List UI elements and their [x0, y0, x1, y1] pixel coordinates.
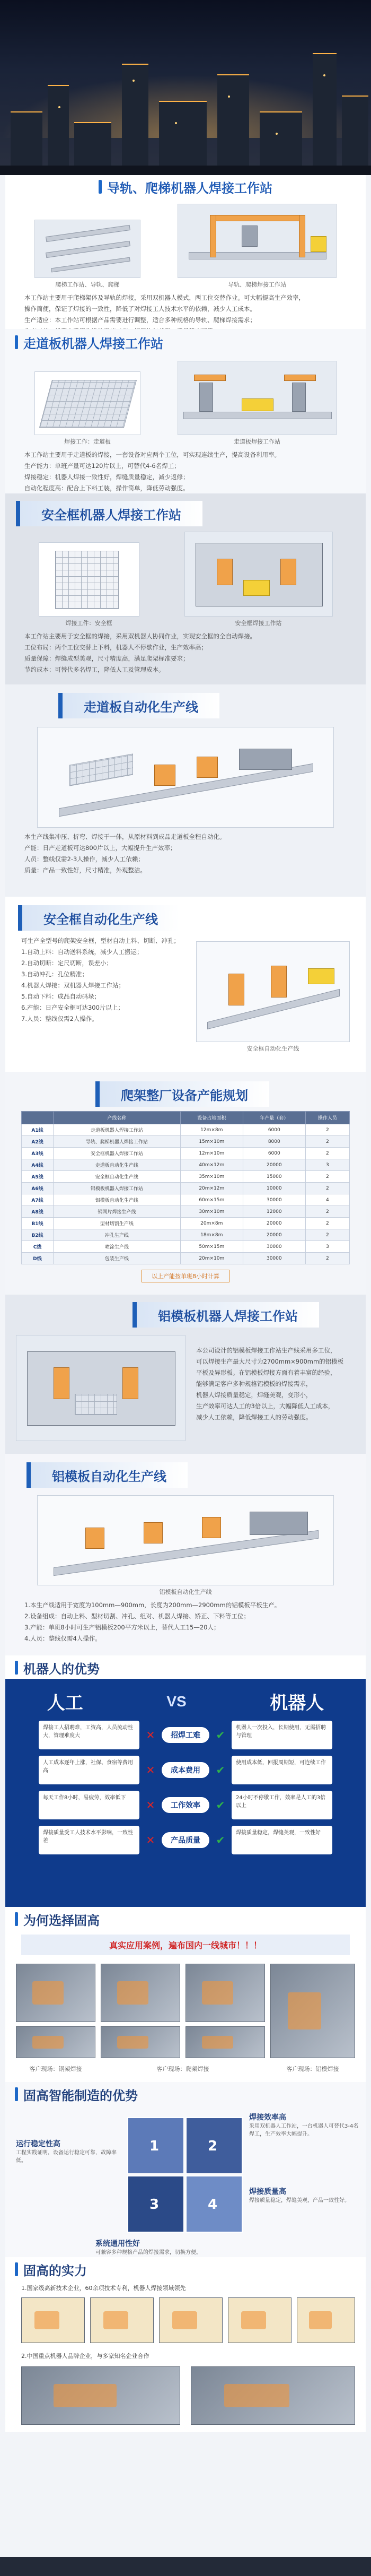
safety-frame-line-image [196, 941, 350, 1042]
robot-vs-human-panel [5, 1679, 366, 1907]
table-cell: 30m×10m [180, 1206, 243, 1218]
table-cell: 喷涂生产线 [54, 1241, 181, 1253]
table-cell: 2 [305, 1183, 349, 1194]
certificate-image [90, 2297, 154, 2343]
section-description: 本工作站主要用于安全框的焊接，采用双机器人协同作业，实现安全框的全自动焊接。 工位布局：两个工位交替上下料，机器人不停歇作业，生产效率高； 质量保障：焊缝成型美观，尺寸精度高，满足爬架标准要求； 节约成本：可替代多名焊工，降低人工及管理成本。 [24, 632, 256, 673]
section-description: 本生产线集冲压、折弯、焊接于一体，从原材料到成品走道板全程自动化。 产能：日产走道板可达800片以上，大幅提升生产效率； 人员：整线仅需2-3人操作，减少人工依赖； 质量：产品一致性好，尺寸精准，外观整洁。 [24, 833, 226, 874]
table-cell: 4 [305, 1194, 349, 1206]
capacity-table [21, 1111, 350, 1264]
table-cell: 20000 [243, 1159, 305, 1171]
vs-label: VS [166, 1693, 187, 1710]
case-photo [101, 1964, 180, 2022]
table-cell: 20000 [243, 1229, 305, 1241]
check-icon: ✔ [216, 1729, 225, 1741]
table-cell: A3线 [22, 1148, 54, 1159]
section-aluminum-line [5, 1454, 366, 1655]
check-icon: ✔ [216, 1834, 225, 1846]
table-cell: 安全框机器人焊接工作站 [54, 1148, 181, 1159]
table-row [22, 1183, 350, 1194]
aluminum-station-image [16, 1335, 186, 1441]
table-cell: 20m×10m [180, 1253, 243, 1264]
table-cell: 12m×10m [180, 1148, 243, 1159]
aluminum-line-image [37, 1495, 334, 1585]
column-header: 产线名称 [54, 1112, 181, 1124]
column-header: 设备占地面积 [180, 1112, 243, 1124]
section-aluminum-station [5, 1295, 366, 1454]
robot-point: 机器人一次投入，长期使用，无需招聘与管理 [232, 1721, 332, 1749]
table-row [22, 1206, 350, 1218]
table-cell: 12000 [243, 1206, 305, 1218]
table-cell: C线 [22, 1241, 54, 1253]
case-photo [16, 1964, 95, 2022]
comparison-badge: 产品质量 [162, 1832, 209, 1848]
table-row [22, 1229, 350, 1241]
image-caption: 爬梯工作站、导轨、爬梯 [55, 281, 120, 288]
case-photo [270, 1964, 355, 2058]
table-row [22, 1159, 350, 1171]
table-cell: 10000 [243, 1183, 305, 1194]
table-cell: 2 [305, 1136, 349, 1148]
robot-point: 24小时不停歇工作，效率是人工的3倍以上 [232, 1791, 332, 1819]
hero-night-city-image [0, 0, 371, 175]
column-header: 年产量（套） [243, 1112, 305, 1124]
table-cell: 15m×10m [180, 1136, 243, 1148]
table-cell: A5线 [22, 1171, 54, 1183]
certificate-image [159, 2297, 223, 2343]
case-photo [101, 2026, 180, 2058]
table-cell: D线 [22, 1253, 54, 1264]
table-cell: 2 [305, 1206, 349, 1218]
section-description: 本工作站主要用于走道板的焊接，一套设备对应两个工位，可实现连续生产，提高设备利用率。 生产能力：单班产量可达120片以上，可替代4-6名焊工； 焊接稳定：机器人焊接一致性好，焊缝质量稳定，减少返修； 自动化程度高：配合上下料工装，操作简单，降低劳动强度。 [24, 451, 280, 492]
table-cell: 30000 [243, 1241, 305, 1253]
table-cell: 3 [305, 1159, 349, 1171]
section-description: 本公司设计的铝模板焊接工作站生产线采用多工位， 可以焊接生产最大尺寸为2700mm×900mm的铝模板 平板及异形板。在铝模板焊接方面有着丰富的经验， 能够满足客户多种规格铝模板的焊接需求， 机器人焊接质量稳定，焊缝美观，变形小， 生产效率可达人工的3倍以上，大幅降低人工成本， 减少人工依赖，降低焊接工人的劳动强度。 [196, 1347, 344, 1421]
table-cell: 2 [305, 1124, 349, 1136]
table-cell: 铝模板机器人焊接工作站 [54, 1183, 181, 1194]
image-caption: 安全框自动化生产线 [246, 1045, 299, 1052]
table-cell: 导轨、爬梯机器人焊接工作站 [54, 1136, 181, 1148]
robot-heading: 机器人 [270, 1693, 324, 1713]
section-title: 铝模板自动化生产线 [52, 1469, 166, 1484]
company-photo [21, 2366, 180, 2425]
image-caption: 铝模板自动化生产线 [159, 1589, 212, 1595]
table-row [22, 1136, 350, 1148]
table-cell: 6000 [243, 1124, 305, 1136]
section-strength [5, 2257, 366, 2432]
table-cell: A8线 [22, 1206, 54, 1218]
human-heading: 人工 [47, 1693, 83, 1713]
footer-band [0, 2557, 371, 2576]
case-photo [16, 2026, 95, 2058]
check-icon: ✔ [216, 1764, 225, 1776]
image-caption: 走道板焊接工作站 [234, 438, 280, 445]
section-advantages [5, 2082, 366, 2257]
table-cell: 安全框自动化生产线 [54, 1171, 181, 1183]
cross-icon: ✕ [146, 1764, 155, 1776]
table-cell: 50m×15m [180, 1241, 243, 1253]
comparison-badge: 招焊工难 [162, 1727, 209, 1743]
human-point: 每天工作8小时，易疲劳，效率低下 [39, 1791, 139, 1819]
table-cell: 35m×10m [180, 1171, 243, 1183]
image-caption: 客户现场：爬架焊接 [156, 2066, 209, 2072]
table-cell: 20000 [243, 1218, 305, 1229]
column-header: 操作人员 [305, 1112, 349, 1124]
certificate-image [228, 2297, 292, 2343]
capacity-note: 以上产能按单班8小时计算 [142, 1270, 229, 1282]
case-banner: 真实应用案例，遍布国内一线城市！！！ [109, 1940, 262, 1950]
table-cell: 30000 [243, 1194, 305, 1206]
advantage-item: 系统通用性好 可兼容多种规格产品的焊接需求，切换方便。 [95, 2240, 201, 2256]
advantage-item: 运行稳定性高 工程实践证明，设备运行稳定可靠，故障率低。 [16, 2140, 117, 2164]
section-title: 固高的实力 [23, 2263, 87, 2278]
table-row [22, 1241, 350, 1253]
table-cell: A6线 [22, 1183, 54, 1194]
table-row [22, 1253, 350, 1264]
image-caption: 安全框焊接工作站 [235, 620, 282, 627]
table-row [22, 1171, 350, 1183]
robot-point: 使用成本低，回报周期短，可连续工作 [232, 1756, 332, 1784]
comparison-badge: 工作效率 [162, 1797, 209, 1813]
table-cell: 8000 [243, 1136, 305, 1148]
section-rail-ladder-station [5, 175, 366, 329]
table-cell: 15000 [243, 1171, 305, 1183]
table-cell: 60m×15m [180, 1194, 243, 1206]
building-silhouette [159, 101, 207, 175]
table-cell: 6000 [243, 1148, 305, 1159]
section-description: 可生产全型号的爬架安全框，型材自动上料、切断、冲孔； 1.自动上料：自动送料系统，减少人工搬运； 2.自动切断：定尺切断，误差小； 3.自动冲孔：孔位精准； 4.机器人焊接：双机器人焊接工作站； 5.自动下料：成品自动码垛； 6.产能：日产安全框可达300片以上； 7.人员：整线仅需2人操作。 [21, 937, 180, 1022]
check-icon: ✔ [216, 1799, 225, 1811]
building-silhouette [217, 74, 249, 175]
section-title: 爬架整厂设备产能规划 [121, 1088, 248, 1103]
safety-frame-part-image [39, 542, 139, 617]
image-caption: 客户现场：钢架焊接 [29, 2066, 82, 2072]
section-title: 安全框自动化生产线 [43, 912, 158, 927]
table-cell: 走道板机器人焊接工作站 [54, 1124, 181, 1136]
section-title: 机器人的优势 [23, 1662, 100, 1677]
section-safety-frame-station [5, 493, 366, 684]
section-title: 走道板机器人焊接工作站 [23, 336, 163, 351]
comparison-row [5, 1826, 366, 1854]
welding-station-image [178, 204, 337, 278]
welding-station-image [184, 532, 333, 617]
table-cell: 40m×12m [180, 1159, 243, 1171]
image-caption: 导轨、爬梯焊接工作站 [228, 281, 286, 288]
table-cell: A1线 [22, 1124, 54, 1136]
rail-ladder-part-image [34, 220, 140, 278]
table-cell: 走道板自动化生产线 [54, 1159, 181, 1171]
building-silhouette [342, 96, 368, 175]
image-caption: 焊接工作：走道板 [64, 438, 111, 445]
comparison-badge: 成本费用 [162, 1762, 209, 1778]
table-cell: 包装生产线 [54, 1253, 181, 1264]
table-cell: A7线 [22, 1194, 54, 1206]
image-caption: 焊接工件：安全框 [65, 620, 112, 627]
comparison-row [5, 1721, 366, 1749]
section-description: 本工作站主要用于爬梯架体及导轨的焊接，采用双机器人模式，两工位交替作业。可大幅提高生产效率， 操作简便，保证了焊接的一致性，降低了对焊接工人技术水平的依赖，减少人工成本。 生产适应：本工作站可根据产品需要进行调整，适合多种规格的导轨、爬梯焊接需求； [24, 294, 305, 324]
image-caption: 客户现场：铝模焊接 [286, 2066, 339, 2072]
building-silhouette [122, 64, 148, 175]
section-description: 1.本生产线适用于宽度为100mm—900mm，长度为200mm—2900mm的铝模板平板生产。 2.设备组成：自动上料、型材切割、冲孔、组对、机器人焊接、矫正、下料等工位； 3.产能：单班8小时可生产铝模板200平方米以上，替代人工15—20人； 4.人员：整线仅需4人操作。 [24, 1601, 281, 1642]
advantage-item: 焊接质量高 焊接质量稳定，焊缝美观，产品一致性好。 [249, 2188, 350, 2204]
section-why-choose [5, 1907, 366, 2082]
section-safety-frame-line [5, 897, 366, 1072]
table-cell: 2 [305, 1229, 349, 1241]
welding-station-image [178, 361, 337, 435]
section-title: 安全框机器人焊接工作站 [41, 508, 181, 523]
table-row [22, 1194, 350, 1206]
building-silhouette [313, 53, 337, 175]
strength-point: 2.中国重点机器人品牌企业，与多家知名企业合作 [21, 2353, 149, 2360]
table-cell: 2 [305, 1171, 349, 1183]
comparison-row [5, 1791, 366, 1819]
human-point: 焊接质量受工人技术水平影响，一致性差 [39, 1826, 139, 1854]
comparison-row [5, 1756, 366, 1784]
section-walkway-station [5, 329, 366, 493]
section-title: 铝模板机器人焊接工作站 [158, 1309, 298, 1324]
table-cell: A2线 [22, 1136, 54, 1148]
table-cell: 型材切割生产线 [54, 1218, 181, 1229]
robot-point: 焊接质量稳定，焊缝美观，一致性好 [232, 1826, 332, 1854]
company-photo [191, 2366, 355, 2425]
cross-icon: ✕ [146, 1799, 155, 1811]
human-point: 焊接工人招聘难，工资高，人员流动性大，管理难度大 [39, 1721, 139, 1749]
section-capacity-plan [5, 1072, 366, 1295]
certificate-image [21, 2297, 85, 2343]
table-row [22, 1218, 350, 1229]
walkway-line-image [37, 727, 334, 828]
table-cell: 钢网片焊接生产线 [54, 1206, 181, 1218]
cross-icon: ✕ [146, 1729, 155, 1741]
table-row [22, 1148, 350, 1159]
section-title: 走道板自动化生产线 [84, 700, 198, 715]
table-cell: B1线 [22, 1218, 54, 1229]
strength-point: 1.国家级高新技术企业，60余项技术专利，机器人焊接领域领先 [21, 2285, 186, 2292]
building-silhouette [48, 85, 69, 175]
section-title: 为何选择固高 [23, 1913, 100, 1928]
table-row [22, 1124, 350, 1136]
table-cell: 12m×8m [180, 1124, 243, 1136]
case-photo [186, 1964, 265, 2022]
section-title: 导轨、爬梯机器人焊接工作站 [107, 181, 272, 196]
table-header-row [22, 1112, 350, 1124]
human-point: 人工成本逐年上涨，社保、食宿等费用高 [39, 1756, 139, 1784]
table-cell: 18m×8m [180, 1229, 243, 1241]
certificate-image [297, 2297, 355, 2343]
table-cell: 3 [305, 1241, 349, 1253]
section-walkway-line [5, 684, 366, 897]
table-cell: 30000 [243, 1253, 305, 1264]
table-cell: A4线 [22, 1159, 54, 1171]
table-cell: 冲孔生产线 [54, 1229, 181, 1241]
table-cell: 2 [305, 1253, 349, 1264]
advantage-puzzle: 1 2 3 4 [127, 2117, 244, 2234]
section-title: 固高智能制造的优势 [23, 2088, 138, 2103]
table-cell: 铝模板自动化生产线 [54, 1194, 181, 1206]
table-cell: 20m×12m [180, 1183, 243, 1194]
advantage-item: 焊接效率高 采用双机器人工作站，一台机器人可替代3-4名焊工，生产效率大幅提升。 [249, 2113, 359, 2137]
cross-icon: ✕ [146, 1834, 155, 1846]
table-cell: B2线 [22, 1229, 54, 1241]
table-cell: 2 [305, 1218, 349, 1229]
walkway-plate-image [34, 371, 140, 435]
table-cell: 20m×8m [180, 1218, 243, 1229]
case-photo [186, 2026, 265, 2058]
table-cell: 2 [305, 1148, 349, 1159]
